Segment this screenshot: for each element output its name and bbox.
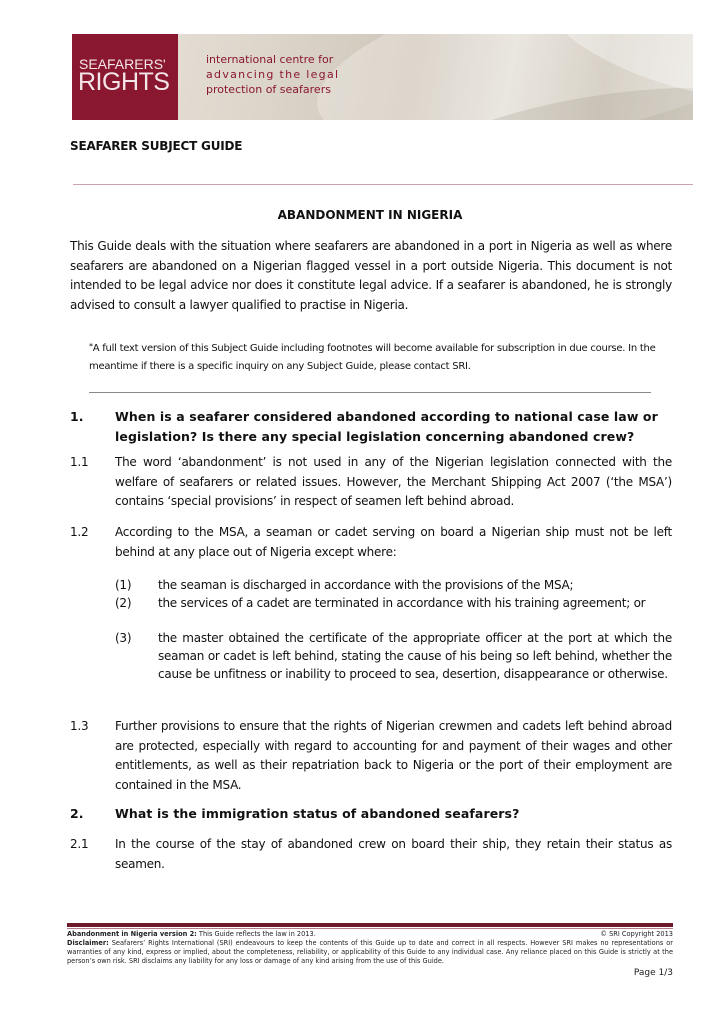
- document-title: ABANDONMENT IN NIGERIA: [277, 208, 463, 222]
- section-number: 2.: [70, 806, 84, 821]
- paragraph-text: Further provisions to ensure that the rights of Nigerian crewmen and cadets left behind abroad are protected, especially with regard to accounting for and payment of their wages and other entitlements, as well as their repatriation back to Nigeria or the port of their employment are contained in the MSA.: [115, 719, 672, 792]
- list-item-number: (1): [115, 578, 132, 592]
- divider: [73, 184, 693, 185]
- guide-label: SEAFARER SUBJECT GUIDE: [70, 139, 243, 153]
- subscription-note: [89, 338, 679, 376]
- divider: [89, 392, 651, 393]
- section-number: 1.: [70, 409, 84, 424]
- list-item-text: the seaman is discharged in accordance with the provisions of the MSA;: [158, 578, 574, 592]
- page-number: Page 1/3: [633, 968, 673, 978]
- footer-divider: [67, 923, 673, 927]
- paragraph-text: In the course of the stay of abandoned crew on board their ship, they retain their status as seamen.: [115, 837, 672, 871]
- section-heading: [70, 407, 674, 447]
- tagline-line: advancing the legal: [206, 68, 340, 81]
- logo-line-rights: RIGHTS: [78, 68, 170, 96]
- paragraph-number: 1.2: [70, 525, 89, 539]
- footer: [67, 930, 673, 966]
- copyright: © SRI Copyright 2013: [600, 930, 673, 938]
- version-text: This Guide reflects the law in 2013.: [196, 930, 316, 938]
- paragraph-number: 1.1: [70, 455, 89, 469]
- list-item-text: the master obtained the certificate of the appropriate officer at the port at which the seaman or cadet is left behind, stating the cause of his being so left behind, whether the cause be unfitness or inability to proceed to sea, desertion, disappearance or otherwise.: [158, 631, 672, 681]
- paragraph-text: The word ‘abandonment’ is not used in any of the Nigerian legislation connected with the welfare of seafarers or related issues. However, the Merchant Shipping Act 2007 (‘the MSA’) contains ‘special provisions’ in respect of seamen left behind abroad.: [115, 455, 672, 508]
- paragraph-text: According to the MSA, a seaman or cadet serving on board a Nigerian ship must not be left behind at any place out of Nigeria except where:: [115, 525, 672, 559]
- footer-divider: [67, 928, 673, 929]
- paragraph-number: 2.1: [70, 837, 89, 851]
- header-banner: [72, 34, 693, 120]
- disclaimer-text: Seafarers’ Rights International (SRI) endeavours to keep the contents of this Guide up to date and correct in all respects. However SRI makes no representations or warranties of any kind, express or implied, about the completeness, reliability, or applicability of this Guide to any individual case. Any reliance placed on this Guide is strictly at the person’s own risk. SRI disclaims any liability for any loss or damage of any kind arising from the use of this Guide.: [67, 939, 673, 965]
- list-item-number: (2): [115, 596, 132, 610]
- asterisk: *: [89, 342, 93, 351]
- section-heading: [70, 804, 674, 824]
- version-line: [67, 930, 673, 939]
- version-label: Abandonment in Nigeria version 2:: [67, 930, 197, 938]
- tagline: [206, 52, 339, 97]
- list-item-number: (3): [115, 631, 132, 645]
- note-text: A full text version of this Subject Guide including footnotes will become available for subscription in due course. In the meantime if there is a specific inquiry on any Subject Guide, please contact SRI.: [89, 343, 656, 372]
- logo-line-seafarers: SEAFARERS': [79, 56, 166, 72]
- tagline-line: protection of seafarers: [206, 83, 331, 96]
- logo: [72, 34, 178, 120]
- section-title: When is a seafarer considered abandoned according to national case law or legislation? Is there any special legislation concerning abandoned crew?: [115, 409, 658, 444]
- tagline-line: international centre for: [206, 53, 334, 66]
- intro-paragraph: This Guide deals with the situation where seafarers are abandoned in a port in Nigeria as well as where seafarers are abandoned on a Nigerian flagged vessel in a port outside Nigeria. This document is not intended to be legal advice nor does it constitute legal advice. If a seafarer is abandoned, he is strongly advised to consult a lawyer qualified to practise in Nigeria.: [70, 239, 672, 312]
- disclaimer-label: Disclaimer:: [67, 939, 109, 947]
- section-title: What is the immigration status of abandoned seafarers?: [115, 806, 520, 821]
- paragraph-number: 1.3: [70, 719, 89, 733]
- disclaimer: [67, 939, 673, 966]
- list-item-text: the services of a cadet are terminated in accordance with his training agreement; or: [158, 596, 646, 610]
